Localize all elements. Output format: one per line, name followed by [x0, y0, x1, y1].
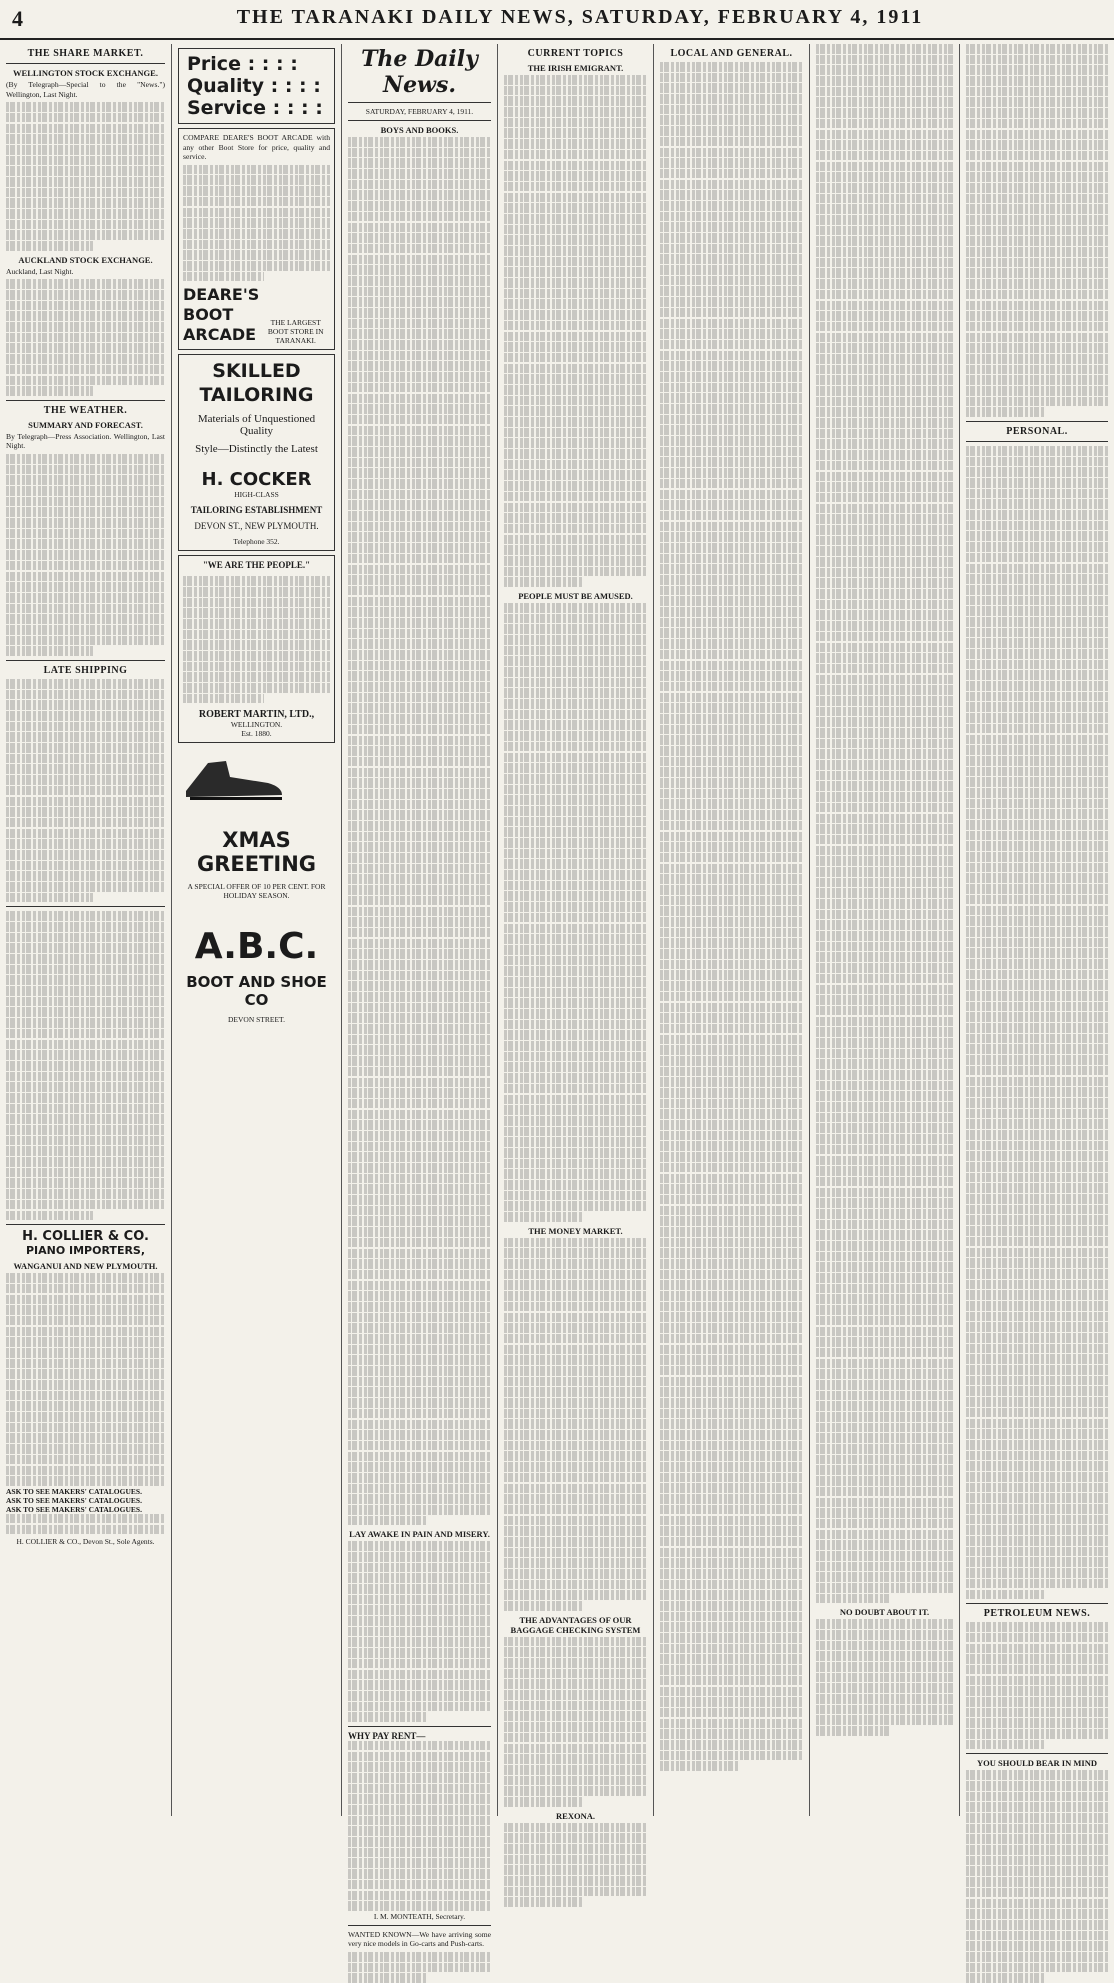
editorial-date: SATURDAY, FEBRUARY 4, 1911.	[365, 107, 474, 116]
robert-martin-name: ROBERT MARTIN, LTD.,	[198, 709, 315, 721]
column-local-general	[654, 44, 810, 1816]
column-current-topics	[498, 44, 654, 1821]
newspaper-title: THE TARANAKI DAILY NEWS, SATURDAY, FEBRUARY 4, 1911	[236, 6, 924, 28]
column-personal	[960, 44, 1114, 1816]
style-line: Style—Distinctly the Latest	[195, 443, 318, 456]
rexona-article	[504, 1823, 647, 1907]
why-pay-rent: WHY PAY RENT—	[348, 1730, 426, 1741]
deares-name: DEARE'S BOOT ARCADE	[183, 285, 260, 345]
wanted-known-notice: WANTED KNOWN—We have arriving some very nice models in Go-carts and Push-carts.	[348, 1929, 491, 1949]
money-market-article	[504, 1238, 647, 1611]
special-offer: A SPECIAL OFFER OF 10 PER CENT. FOR HOLIDAY SEASON.	[187, 882, 326, 901]
skilled-tailoring: SKILLED TAILORING	[199, 360, 314, 407]
baggage-article	[504, 1637, 647, 1807]
current-topics-heading: CURRENT TOPICS	[527, 48, 624, 59]
auckland-report	[6, 279, 165, 395]
robert-martin-town: WELLINGTON.	[230, 720, 283, 730]
compare-lead: COMPARE DEARE'S BOOT ARCADE with any other Boot Store for price, quality and service.	[183, 133, 330, 162]
irish-emigrant-article	[504, 75, 647, 587]
share-market-heading: THE SHARE MARKET.	[27, 48, 144, 59]
auckland-exchange-heading: AUCKLAND STOCK EXCHANGE.	[18, 254, 153, 265]
cocker-telephone: Telephone 352.	[233, 537, 280, 547]
xmas-greeting: XMAS GREETING	[196, 828, 317, 877]
local-general-heading: LOCAL AND GENERAL.	[670, 48, 793, 59]
news-items-top	[966, 44, 1108, 417]
wellington-exchange-heading: WELLINGTON STOCK EXCHANGE.	[13, 68, 158, 78]
abc-subheading: BOOT AND SHOE CO	[186, 973, 327, 1010]
local-general-article	[660, 62, 803, 1771]
cocker-name: H. COCKER	[201, 469, 312, 491]
auckland-intro: Auckland, Last Night.	[6, 266, 74, 276]
boot-illustration	[178, 753, 288, 803]
personal-items	[966, 446, 1108, 1599]
abc-heading: A.B.C.	[194, 926, 319, 968]
bear-in-mind-ad	[966, 1770, 1108, 1983]
boys-and-books-heading: BOYS AND BOOKS.	[380, 125, 459, 135]
we-are-the-people: "WE ARE THE PEOPLE."	[202, 560, 311, 571]
robert-martin-ad	[178, 555, 335, 743]
weather-report	[6, 454, 165, 656]
ask-catalogues-1: ASK TO SEE MAKERS' CATALOGUES.	[6, 1486, 142, 1496]
quality-line: Quality : : : :	[187, 75, 321, 97]
lay-awake-heading: LAY AWAKE IN PAIN AND MISERY.	[349, 1529, 490, 1540]
materials-line: Materials of Unquestioned Quality	[197, 413, 316, 438]
ask-catalogues-3: ASK TO SEE MAKERS' CATALOGUES.	[6, 1504, 142, 1514]
price-quality-service-ad	[178, 48, 335, 124]
petroleum-heading: PETROLEUM NEWS.	[983, 1608, 1091, 1620]
collier-ad-text	[6, 1273, 165, 1486]
money-market-heading: THE MONEY MARKET.	[528, 1225, 623, 1236]
people-amused-heading: PEOPLE MUST BE AMUSED.	[518, 590, 633, 601]
largest-store: THE LARGEST BOOT STORE IN TARANAKI.	[267, 318, 324, 346]
tailoring-establishment: TAILORING ESTABLISHMENT	[190, 505, 323, 516]
cocker-ad	[178, 354, 335, 551]
deares-ad	[178, 128, 335, 350]
rexona-heading: REXONA.	[556, 1810, 595, 1821]
boys-and-books-article	[348, 137, 491, 1525]
no-doubt-article	[816, 1619, 953, 1735]
collier-name: H. COLLIER & CO.	[22, 1229, 149, 1245]
page-number: 4	[12, 6, 23, 31]
high-class: HIGH-CLASS	[234, 490, 279, 500]
daily-news-title: The Daily News.	[361, 46, 478, 98]
masthead	[0, 0, 1114, 40]
robert-martin-established: Est. 1880.	[241, 729, 272, 739]
column-editorial	[342, 44, 498, 1949]
service-line: Service : : : :	[187, 97, 323, 119]
personal-heading: PERSONAL.	[1006, 425, 1068, 437]
weather-subheading: SUMMARY AND FORECAST.	[28, 419, 143, 430]
weather-intro: By Telegraph—Press Association. Wellington, Last Night.	[6, 431, 165, 451]
wellington-intro: (By Telegraph—Special to the "News.") Wellington, Last Night.	[6, 80, 165, 99]
column-share-market	[0, 44, 172, 1816]
column-local-continued	[810, 44, 960, 1816]
bear-in-mind-heading: YOU SHOULD BEAR IN MIND	[977, 1758, 1097, 1769]
shipping-report	[6, 679, 165, 902]
collier-subtitle: PIANO IMPORTERS,	[25, 1244, 146, 1258]
lay-awake-article	[348, 1541, 491, 1722]
weather-heading: THE WEATHER.	[43, 404, 128, 416]
late-shipping-heading: LATE SHIPPING	[43, 664, 128, 676]
abc-street: DEVON STREET.	[228, 1015, 285, 1025]
cocker-address: DEVON ST., NEW PLYMOUTH.	[194, 521, 319, 532]
rent-signature: I. M. MONTEATH, Secretary.	[373, 1911, 466, 1921]
petroleum-article	[966, 1622, 1108, 1749]
no-doubt-heading: NO DOUBT ABOUT IT.	[839, 1607, 930, 1618]
collier-signature: H. COLLIER & CO., Devon St., Sole Agents.	[16, 1537, 155, 1547]
price-line: Price : : : :	[187, 53, 298, 75]
collier-towns: WANGANUI AND NEW PLYMOUTH.	[13, 1261, 158, 1272]
local-continued-article	[816, 44, 953, 1603]
ask-catalogues-2: ASK TO SEE MAKERS' CATALOGUES.	[6, 1495, 142, 1505]
column-advertisements	[172, 44, 342, 1816]
baggage-heading: THE ADVANTAGES OF OUR BAGGAGE CHECKING SYSTEM	[510, 1614, 641, 1635]
classified-notices	[6, 911, 165, 1220]
irish-emigrant-heading: THE IRISH EMIGRANT.	[527, 63, 624, 73]
people-amused-article	[504, 603, 647, 1222]
wellington-report	[6, 102, 165, 251]
